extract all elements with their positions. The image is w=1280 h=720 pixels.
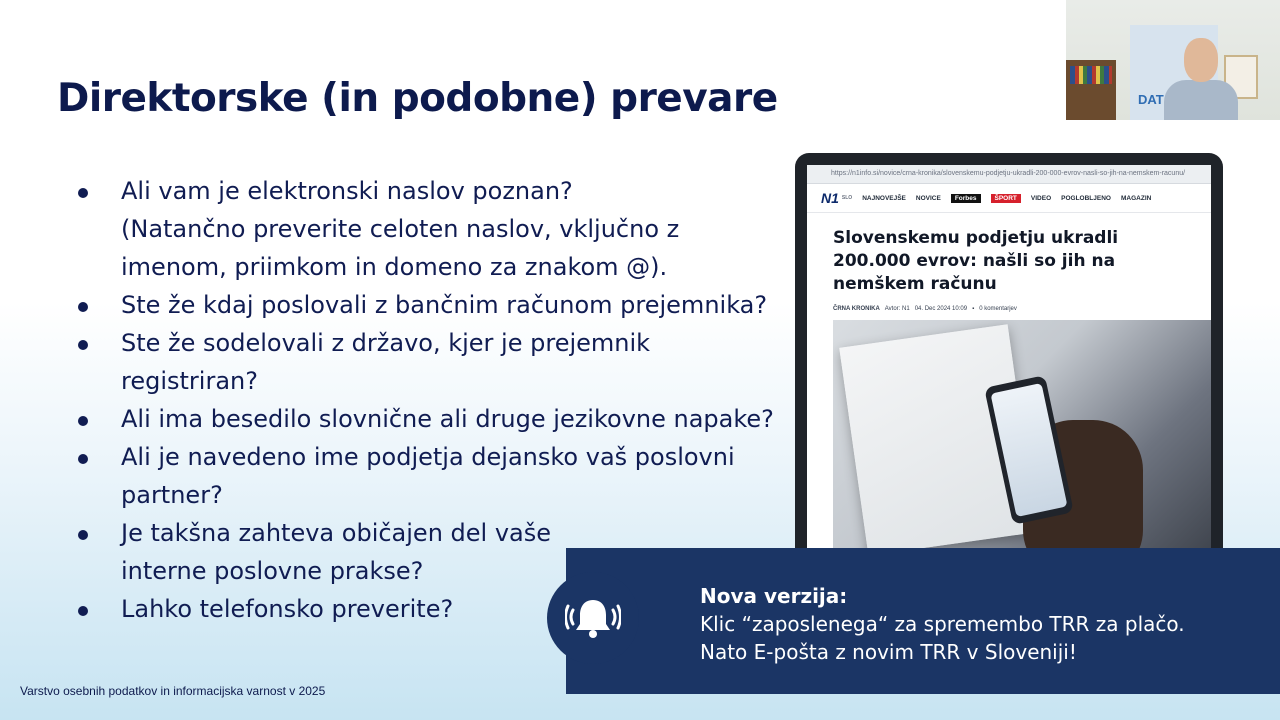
nav-item: Forbes: [951, 194, 981, 203]
books: [1070, 66, 1112, 84]
article-category: ČRNA KRONIKA: [833, 306, 880, 312]
presenter-webcam: [1066, 0, 1280, 120]
bullet-line: Je takšna zahteva običajen del vaše: [121, 519, 552, 547]
article-comments: 0 komentarjev: [979, 306, 1017, 312]
presenter-body: [1164, 80, 1238, 120]
nav-item: VIDEO: [1030, 194, 1052, 202]
bullet-item: [75, 324, 795, 400]
article-photo: [833, 320, 1211, 573]
presenter-head: [1184, 38, 1218, 82]
news-site-nav: [807, 184, 1211, 213]
bullet-line: registriran?: [121, 367, 258, 395]
bullet-line: Ali vam je elektronski naslov poznan?: [121, 177, 573, 205]
n1-logo: N1: [821, 190, 839, 206]
notification-text: [700, 582, 1185, 666]
article-author: Avtor: N1: [884, 306, 910, 312]
nav-item: NAJNOVEJŠE: [862, 194, 906, 202]
tablet-article-screenshot: [795, 153, 1223, 573]
article-date: 04. Dec 2024 10:09: [914, 306, 968, 312]
bell-ringing-icon: [547, 572, 639, 664]
slide-title: Direktorske (in podobne) prevare: [57, 76, 778, 121]
bullet-line: Lahko telefonsko preverite?: [121, 595, 454, 623]
bullet-line: Ali je navedeno ime podjetja dejansko vaš poslovni: [121, 443, 735, 471]
bullet-line: imenom, priimkom in domeno za znakom @).: [121, 253, 668, 281]
notification-line: Klic “zaposlenega“ za spremembo TRR za plačo.: [700, 612, 1185, 636]
bullet-line: Ali ima besedilo slovnične ali druge jezikovne napake?: [121, 405, 774, 433]
nav-item: POGLOBLJENO: [1061, 194, 1111, 202]
bullet-line: Ste že kdaj poslovali z bančnim računom prejemnika?: [121, 291, 768, 319]
browser-address-bar: https://n1info.si/novice/crna-kronika/slovenskemu-podjetju-ukradli-200-000-evrov-nasli-so-jih-na-nemskem-racunu/: [807, 165, 1211, 184]
bullet-item: [75, 438, 795, 514]
bullet-line: Ste že sodelovali z državo, kjer je prejemnik: [121, 329, 651, 357]
nav-item: ŠPORT: [991, 194, 1021, 203]
article-meta: [833, 306, 1211, 312]
bullet-line: interne poslovne prakse?: [121, 557, 424, 585]
logo-suffix: SLO: [841, 195, 853, 201]
bullet-item: [75, 286, 795, 324]
tablet-screen: [807, 165, 1211, 573]
notification-line: Nato E-pošta z novim TRR v Sloveniji!: [700, 640, 1077, 664]
bullet-line: partner?: [121, 481, 223, 509]
article-headline: Slovenskemu podjetju ukradli 200.000 evrov: našli so jih na nemškem računu: [833, 228, 1119, 294]
comment-icon: ▪: [972, 306, 975, 312]
bell-ringing-icon-svg: [565, 594, 621, 642]
bullet-line: (Natančno preverite celoten naslov, vključno z: [121, 215, 680, 243]
notification-heading: Nova verzija:: [700, 584, 848, 608]
bullet-item: [75, 400, 795, 438]
bullet-item: [75, 172, 795, 286]
nav-item: NOVICE: [915, 194, 941, 202]
nav-item: MAGAZIN: [1120, 194, 1152, 202]
slide-footer: Varstvo osebnih podatkov in informacijska varnost v 2025: [20, 684, 326, 698]
background-banner-text: DAT: [1138, 92, 1164, 107]
